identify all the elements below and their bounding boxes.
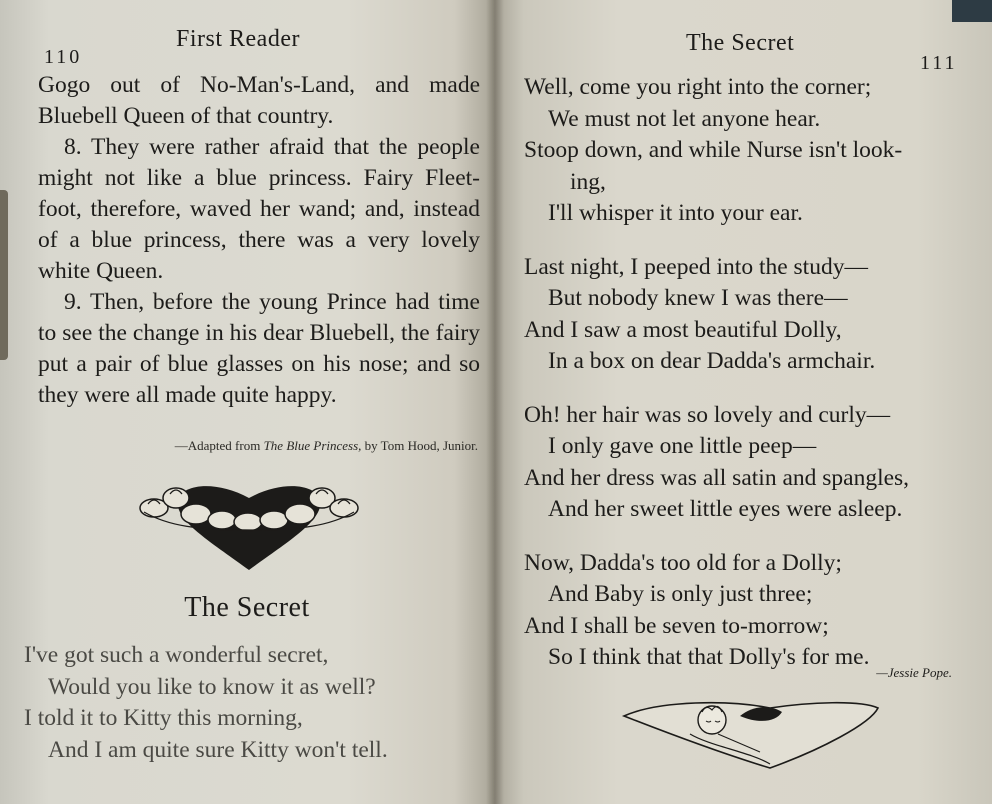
poem-line: And I saw a most beautiful Dolly, (524, 316, 842, 343)
poem-line: I've got such a wonderful secret, (24, 642, 329, 668)
poem-title: The Secret (184, 592, 310, 623)
page-edge-shadow (0, 190, 8, 360)
poem-line: I'll whisper it into your ear. (548, 200, 803, 226)
story-paragraph: 8. They were rather afraid that the people might not like a blue princess. Fairy Fleet-foot, therefore, waved her wand; and, instead of a blue princess, there was a very lovely white Queen. (38, 134, 480, 284)
poem-opening (24, 640, 388, 766)
sleeping-doll-icon (620, 694, 882, 772)
poem-line: But nobody knew I was there— (548, 285, 848, 311)
poem-stanza (524, 400, 909, 526)
poem-author: —Jessie Pope. (876, 665, 952, 680)
poem-line: Would you like to know it as well? (48, 673, 376, 700)
poem-line: We must not let anyone hear. (548, 105, 821, 132)
left-running-head: First Reader (176, 26, 300, 52)
poem-line: And her sweet little eyes were asleep. (548, 496, 903, 522)
poem-line: Last night, I peeped into the study— (524, 253, 868, 280)
poem-line: ing, (570, 168, 606, 195)
poem-line: Well, come you right into the corner; (524, 74, 872, 100)
story-credit (100, 438, 478, 454)
right-page-number: 111 (920, 52, 958, 74)
poem-line: And I shall be seven to-morrow; (524, 612, 829, 639)
poem-stanza (524, 72, 909, 230)
background-corner (952, 0, 992, 22)
poem-line: Now, Dadda's too old for a Dolly; (524, 549, 842, 576)
poem-line: I told it to Kitty this morning, (24, 705, 303, 731)
story-text (38, 70, 480, 411)
credit-suffix: by Tom Hood, Junior. (364, 438, 478, 453)
poem-line: And I am quite sure Kitty won't tell. (48, 736, 388, 763)
right-running-head: The Secret (686, 30, 795, 56)
heart-flower-wreath-icon (138, 478, 360, 576)
poem-continuation (524, 72, 909, 696)
poem-stanza (524, 252, 909, 378)
poem-line: And Baby is only just three; (548, 581, 813, 607)
poem-line: I only gave one little peep— (548, 433, 817, 459)
poem-line: In a box on dear Dadda's armchair. (548, 348, 876, 374)
poem-stanza (524, 548, 909, 674)
poem-line: So I think that that Dolly's for me. (548, 644, 870, 670)
story-paragraph: Gogo out of No-Man's-Land, and made Bluebell Queen of that country. (38, 72, 480, 129)
book-gutter (486, 0, 504, 804)
poem-line: Oh! her hair was so lovely and curly— (524, 401, 891, 428)
credit-prefix: —Adapted from (174, 438, 261, 453)
poem-line: Stoop down, and while Nurse isn't look- (524, 137, 903, 163)
left-page (0, 0, 494, 804)
left-page-number: 110 (44, 46, 83, 68)
credit-title: The Blue Princess, (263, 438, 362, 453)
poem-line: And her dress was all satin and spangles, (524, 464, 910, 491)
story-paragraph: 9. Then, before the young Prince had time to see the change in his dear Bluebell, the fairy put a pair of blue glasses on his nose; and so they were all made quite happy. (38, 289, 480, 408)
